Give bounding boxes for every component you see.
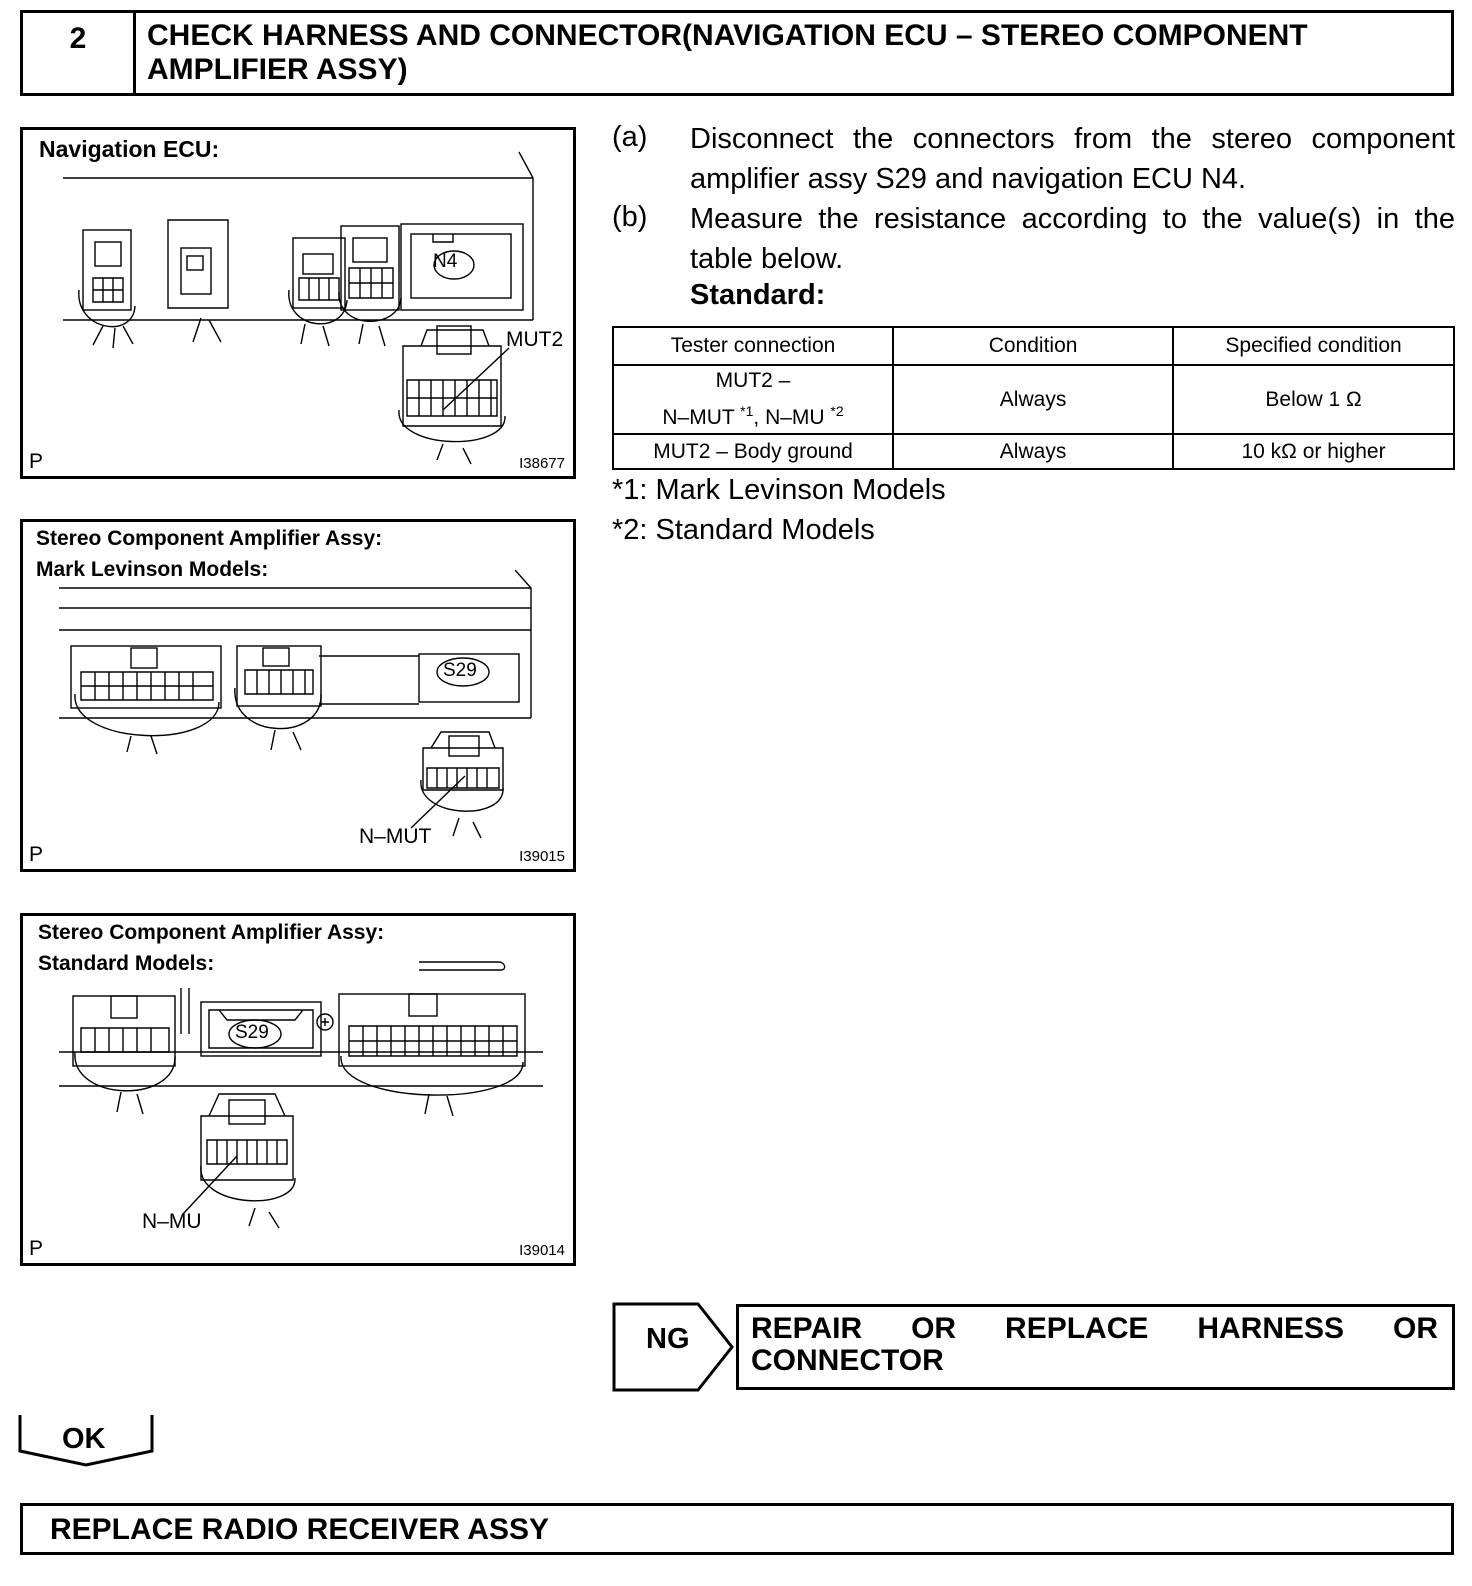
figure-id: I39014 — [519, 1242, 565, 1259]
figure-title: Navigation ECU: — [39, 136, 220, 162]
connector-badge: S29 — [235, 1022, 269, 1043]
figure-standard-models — [20, 913, 576, 1266]
connection-sep: , N–MU — [753, 406, 831, 429]
spec-table — [612, 326, 1455, 470]
ng-word: OR — [1393, 1312, 1438, 1345]
figure-title-line2: Standard Models: — [38, 952, 215, 975]
table-header-row — [613, 327, 1454, 365]
figure-corner-letter: P — [29, 450, 44, 473]
table-row — [613, 434, 1454, 469]
table-cell-condition: Always — [893, 434, 1173, 469]
table-cell-connection — [613, 365, 893, 434]
figure-id: I39015 — [519, 848, 565, 865]
footnote: *2: Standard Models — [612, 514, 875, 546]
figure-title-line1: Stereo Component Amplifier Assy: — [36, 527, 383, 550]
step-number: 2 — [23, 13, 136, 93]
callout-label: N–MU — [142, 1210, 202, 1233]
navigation-ecu-diagram — [23, 130, 573, 476]
ng-word: OR — [911, 1312, 957, 1345]
figure-navigation-ecu — [20, 127, 576, 479]
ng-word: REPLACE — [1005, 1312, 1149, 1345]
figure-corner-letter: P — [29, 1237, 44, 1260]
ng-action-box — [736, 1304, 1455, 1390]
table-cell-condition: Always — [893, 365, 1173, 434]
table-cell-specified: Below 1 Ω — [1173, 365, 1454, 434]
instruction-text: Disconnect the connectors from the stereo component amplifier assy S29 and navigation ECU N4. — [690, 123, 1455, 195]
ng-action-line1 — [751, 1313, 1438, 1345]
ng-label: NG — [646, 1323, 690, 1355]
connector-badge: S29 — [443, 660, 477, 681]
footnote-ref: *2 — [830, 403, 844, 419]
step-header — [20, 10, 1454, 96]
table-header: Condition — [893, 327, 1173, 365]
final-action-text: REPLACE RADIO RECEIVER ASSY — [50, 1513, 549, 1546]
callout-label: N–MUT — [359, 825, 432, 848]
ok-label: OK — [62, 1423, 106, 1455]
figure-corner-letter: P — [29, 843, 44, 866]
ng-action-text — [751, 1313, 1438, 1377]
instruction-text: Measure the resistance according to the value(s) in the table below. — [690, 203, 1455, 275]
connector-badge: N4 — [433, 251, 458, 272]
instruction-letter: (b) — [612, 201, 648, 233]
table-cell-connection: MUT2 – Body ground — [613, 434, 893, 469]
ng-word: HARNESS — [1197, 1312, 1345, 1345]
connection-a: N–MUT — [662, 406, 741, 429]
callout-label: MUT2 — [506, 328, 564, 351]
instruction-letter: (a) — [612, 121, 648, 153]
ng-word: REPAIR — [751, 1312, 863, 1345]
standard-label: Standard: — [690, 279, 826, 311]
connection-line1: MUT2 – — [715, 369, 791, 392]
table-cell-specified: 10 kΩ or higher — [1173, 434, 1454, 469]
final-action-box — [20, 1503, 1454, 1555]
figure-id: I38677 — [519, 455, 565, 472]
table-header: Specified condition — [1173, 327, 1454, 365]
ng-action-line2: CONNECTOR — [751, 1344, 944, 1377]
step-title: CHECK HARNESS AND CONNECTOR(NAVIGATION ECU – STEREO COMPONENT AMPLIFIER ASSY) — [147, 19, 1308, 86]
footnote-ref: *1 — [740, 403, 754, 419]
table-row — [613, 365, 1454, 434]
figure-title-line1: Stereo Component Amplifier Assy: — [38, 921, 385, 944]
footnote: *1: Mark Levinson Models — [612, 474, 946, 506]
figure-title-line2: Mark Levinson Models: — [36, 558, 269, 581]
table-header: Tester connection — [613, 327, 893, 365]
figure-mark-levinson — [20, 519, 576, 872]
